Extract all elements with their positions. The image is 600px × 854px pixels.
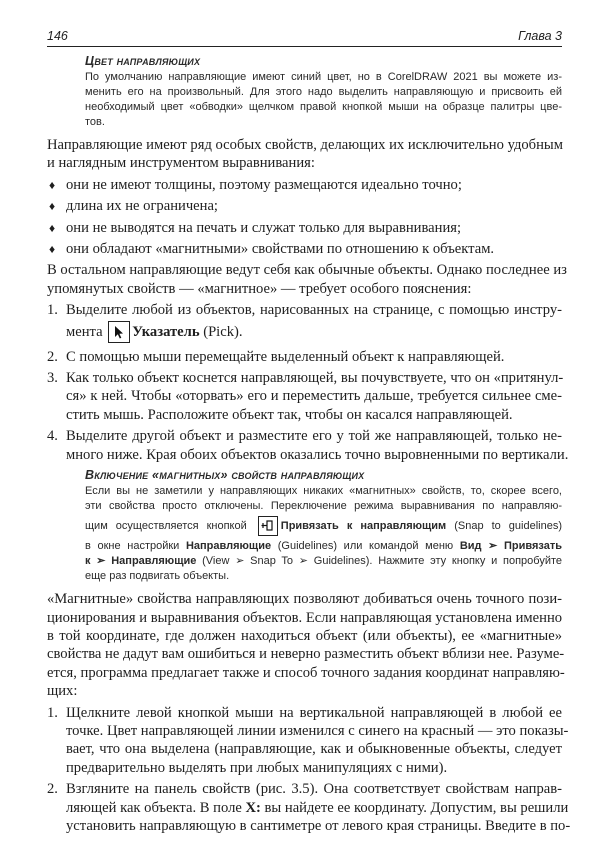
step-number: 3. — [47, 370, 58, 387]
text-line — [85, 499, 562, 514]
text-line — [85, 514, 562, 539]
text-run: (Pick). — [199, 323, 243, 340]
text-line — [66, 722, 569, 740]
text-run: точке. Цвет направляющей линии изменился с синего на красный — это показы- — [66, 722, 569, 739]
paragraph — [47, 261, 567, 298]
text-line — [66, 219, 562, 237]
diamond-bullet-icon: ♦ — [49, 177, 56, 192]
text-run: (View ➢ Snap To ➢ Guidelines). Нажмите эту кнопку и попробуйте — [196, 555, 562, 568]
text-run: вы найдете ее координату. Допустим, вы решили — [260, 799, 569, 816]
numbered-step — [47, 704, 569, 778]
pick-tool-icon — [108, 321, 130, 343]
text-run: в окне настройки — [85, 540, 186, 553]
text-line — [47, 136, 562, 154]
text-run: Выделите другой объект и разместите его у той же направляющей, только не- — [66, 428, 562, 445]
chapter-label: Глава 3 — [518, 29, 562, 43]
text-run: Как только объект коснется направляющей, вы почувствуете, что он «притянул- — [66, 370, 564, 387]
text-line — [85, 100, 562, 115]
text-run: они обладают «магнитными» свойствами по отношению к объектам. — [66, 241, 495, 258]
numbered-step — [47, 427, 569, 464]
page-body — [47, 53, 571, 838]
text-run: Если вы не заметили у направляющих никаких «магнитных» свойств, то, скорее всего, — [85, 485, 562, 498]
numbered-list — [47, 704, 571, 836]
text-run: Направляющие имеют ряд особых свойств, делающих их исключительно удобным — [47, 137, 563, 153]
note-title: Цвет направляющих — [85, 54, 201, 68]
step-number: 1. — [47, 704, 58, 721]
text-run: тов. — [85, 116, 105, 128]
text-run: По умолчанию направляющие имеют синий цвет, но в CorelDRAW 2021 вы можете из- — [85, 71, 562, 83]
text-run: много ниже. Края обоих объектов оказались точно выровненными по вертикали. — [66, 446, 569, 463]
diamond-bullet-icon: ♦ — [49, 199, 56, 214]
text-run: В остальном направляющие ведут себя как обычные объекты. Однако последнее из — [47, 262, 567, 279]
page-number: 146 — [47, 29, 68, 43]
bold-term: Направляющие — [185, 540, 272, 553]
text-run: они не имеют толщины, поэтому размещаются идеально точно; — [66, 176, 462, 193]
text-run: и наглядным инструментом выравнивания: — [47, 155, 315, 172]
text-run: они не выводятся на печать и служат только для выравнивания; — [66, 219, 462, 236]
note-box — [85, 467, 562, 584]
snap-to-guidelines-icon — [258, 516, 278, 536]
text-run: Выделите любой из объектов, нарисованных на странице, с помощью инстру- — [66, 302, 562, 319]
text-line — [66, 704, 562, 722]
text-run: щим осуществляется кнопкой — [85, 520, 255, 533]
diamond-bullet-icon: ♦ — [49, 242, 56, 257]
numbered-step — [47, 369, 562, 424]
step-number: 2. — [47, 781, 58, 798]
bullet-list — [47, 176, 562, 259]
text-line — [66, 320, 562, 345]
bold-term: Вид ➢ Привязать — [459, 540, 563, 553]
text-line — [66, 387, 562, 405]
text-run: длина их не ограничена; — [66, 198, 218, 215]
numbered-step — [47, 348, 562, 366]
text-run: С помощью мыши перемещайте выделенный объект к направляющей. — [66, 348, 505, 365]
numbered-step — [47, 301, 562, 344]
text-run: менить его на произвольный. Для этого надо выделить направляющую и присвоить ей — [85, 86, 562, 98]
bullet-item — [47, 219, 562, 237]
text-line — [66, 780, 562, 798]
text-line — [47, 261, 567, 279]
text-line — [47, 682, 562, 700]
text-line — [66, 369, 562, 387]
text-line — [66, 817, 571, 835]
text-run: упомянутых свойств — «магнитное» — требует особого пояснения: — [47, 280, 472, 297]
text-line — [85, 70, 562, 85]
text-run: еще раз подвигать объекты. — [85, 570, 230, 583]
text-run: в той координате, где должен находиться объект (или объекты), ее «магнитные» — [47, 627, 562, 644]
text-line — [66, 740, 562, 758]
text-run: установить направляющую в сантиметре от левого края страницы. Введите в по- — [66, 817, 571, 834]
step-number: 1. — [47, 302, 58, 319]
text-line — [85, 539, 562, 554]
text-run: щих: — [47, 683, 78, 700]
diamond-bullet-icon: ♦ — [49, 220, 56, 235]
text-run: «Магнитные» свойства направляющих позволяют добиваться очень точного пози- — [47, 591, 562, 608]
text-line — [47, 154, 562, 172]
text-line — [47, 627, 562, 645]
text-run: эти свойства просто отключены. Переключение режима выравнивания по направляю- — [85, 500, 562, 513]
text-line — [47, 280, 562, 298]
bold-term: Привязать к направляющим — [280, 520, 447, 533]
numbered-step — [47, 780, 571, 835]
text-run: свойства не дадут вам ошибиться и неверно разместить объект вблизи нее. Разуме- — [47, 646, 565, 663]
text-run: мента — [66, 323, 107, 340]
text-line — [85, 85, 562, 100]
text-run: ется, программа предлагает также и способ точного задания координат направляю- — [47, 664, 565, 681]
running-header — [47, 28, 562, 47]
text-run: стить мышь. Расположите объект так, чтобы он касался направляющей. — [66, 406, 513, 423]
text-run: необходимый цвет «обводки» щелчком правой кнопкой мыши на образце палитры цве- — [85, 101, 562, 113]
text-run: вает, что она выделена (направляющие, как и обыкновенные объекты, следует — [66, 741, 562, 758]
note-box — [85, 53, 562, 130]
text-line — [66, 240, 562, 258]
paragraph — [47, 590, 565, 700]
text-line — [66, 759, 562, 777]
text-line — [66, 197, 562, 215]
text-run: Взгляните на панель свойств (рис. 3.5). Она соответствует свойствам направ- — [66, 781, 562, 798]
text-run: ляющей как объекта. В поле — [66, 799, 246, 816]
text-run: (Snap to guidelines) — [446, 520, 562, 533]
text-run: ся» к ней. Чтобы «оторвать» его и переместить дальше, требуется сильнее сме- — [66, 388, 562, 405]
text-line — [66, 301, 562, 319]
bold-term: к ➢ Направляющие — [85, 555, 197, 568]
bullet-item — [47, 240, 562, 258]
text-line — [66, 348, 562, 366]
text-line — [66, 176, 562, 194]
text-line — [66, 446, 569, 464]
text-line — [85, 554, 562, 569]
step-number: 4. — [47, 428, 58, 445]
text-run: Щелкните левой кнопкой мыши на вертикальной направляющей в любой ее — [66, 704, 562, 721]
text-run: (Guidelines) или командой меню — [271, 540, 460, 553]
text-line — [66, 406, 562, 424]
bold-term: Указатель — [132, 323, 200, 340]
numbered-list — [47, 301, 569, 464]
text-line — [66, 799, 569, 817]
text-line — [85, 569, 562, 584]
bullet-item — [47, 197, 562, 215]
text-line — [66, 427, 562, 445]
text-run: ционирования и выравнивания объектов. Если направляющая установлена именно — [47, 609, 563, 626]
text-line — [85, 115, 562, 130]
paragraph — [47, 136, 562, 173]
text-line — [47, 664, 565, 682]
text-line — [47, 609, 562, 627]
step-number: 2. — [47, 348, 58, 365]
bold-term: X: — [245, 799, 261, 816]
text-line — [85, 484, 562, 499]
bullet-item — [47, 176, 562, 194]
text-line — [47, 590, 562, 608]
text-line — [47, 645, 565, 663]
note-title: Включение «магнитных» свойств направляющих — [85, 468, 365, 483]
text-run: предварительно выделять при любых манипуляциях с ними). — [66, 759, 448, 776]
